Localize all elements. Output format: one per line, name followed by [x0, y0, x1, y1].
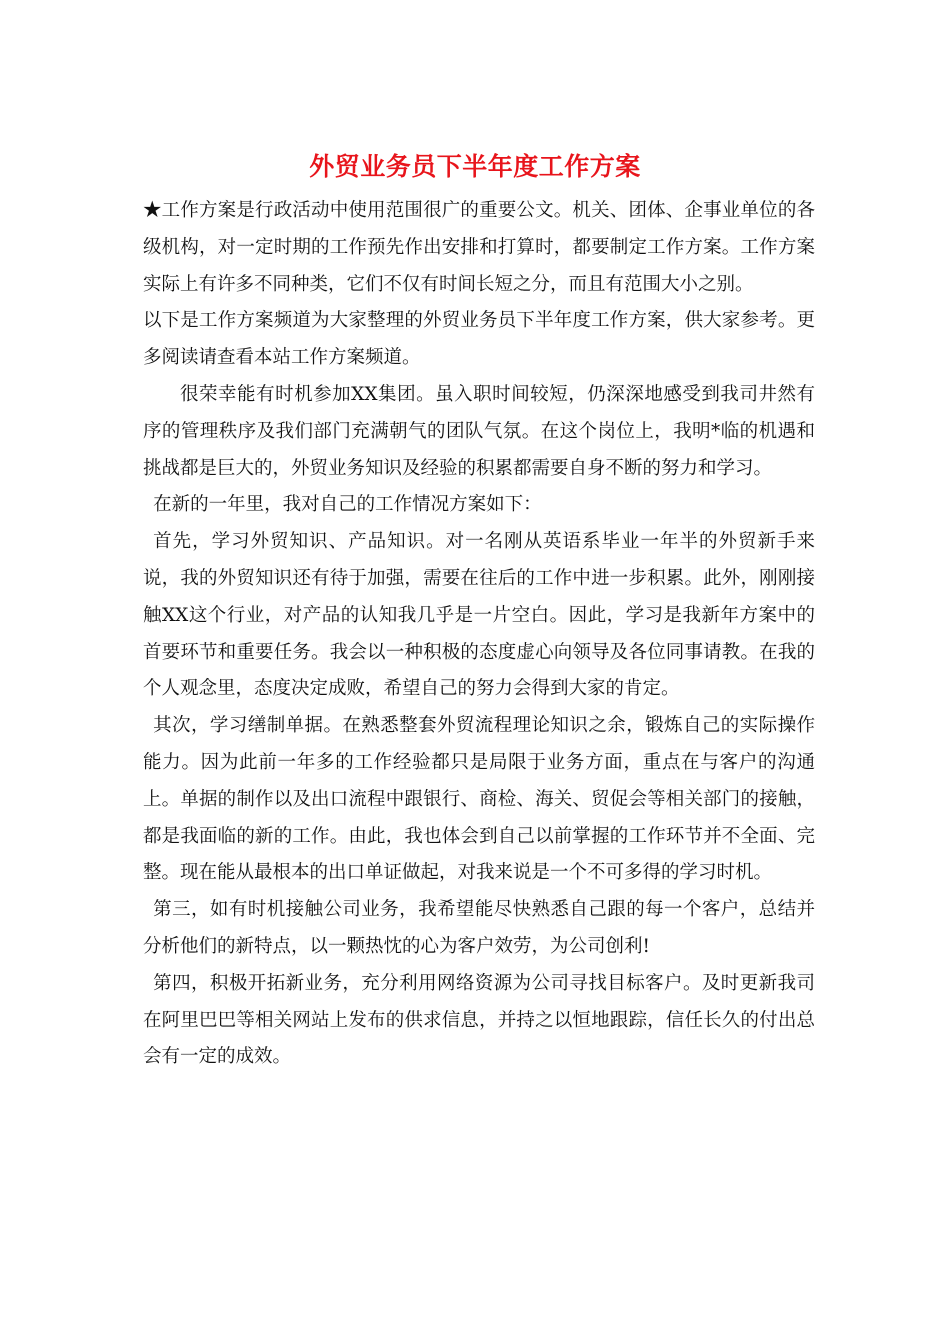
- plan-item-second: 其次，学习缮制单据。在熟悉整套外贸流程理论知识之余，锻炼自己的实际操作能力。因为此前一年多的工作经验都只是局限于业务方面，重点在与客户的沟通上。单据的制作以及出口流程中跟银行、商检、海关、贸促会等相关部门的接触，都是我面临的新的工作。由此，我也体会到自己以前掌握的工作环节并不全面、完整。现在能从最根本的出口单证做起，对我来说是一个不可多得的学习时机。: [143, 715, 815, 884]
- document-body: [143, 193, 815, 1076]
- opening-paragraph: 很荣幸能有时机参加XX集团。虽入职时间较短，仍深深地感受到我司井然有序的管理秩序及我们部门充满朝气的团队气氛。在这个岗位上，我明*临的机遇和挑战都是巨大的，外贸业务知识及经验的积累都需要自身不断的努力和学习。: [143, 383, 815, 479]
- plan-item-first: 首先，学习外贸知识、产品知识。对一名刚从英语系毕业一年半的外贸新手来说，我的外贸知识还有待于加强，需要在往后的工作中进一步积累。此外，刚刚接触XX这个行业，对产品的认知我几乎是一片空白。因此，学习是我新年方案中的首要环节和重要任务。我会以一种积极的态度虚心向领导及各位同事请教。在我的个人观念里，态度决定成败，希望自己的努力会得到大家的肯定。: [143, 531, 815, 700]
- plan-item-third: 第三，如有时机接触公司业务，我希望能尽快熟悉自己跟的每一个客户，总结并分析他们的新特点，以一颗热忱的心为客户效劳，为公司创利!: [143, 899, 815, 957]
- plan-lead-paragraph: 在新的一年里，我对自己的工作情况方案如下：: [153, 494, 542, 516]
- document-title: 外贸业务员下半年度工作方案: [309, 152, 641, 181]
- intro-paragraph: ★工作方案是行政活动中使用范围很广的重要公文。机关、团体、企事业单位的各级机构，对一定时期的工作预先作出安排和打算时，都要制定工作方案。工作方案实际上有许多不同种类，它们不仅有时间长短之分，而且有范围大小之别。: [143, 200, 815, 295]
- reference-paragraph: 以下是工作方案频道为大家整理的外贸业务员下半年度工作方案，供大家参考。更多阅读请查看本站工作方案频道。: [143, 310, 815, 369]
- plan-item-fourth: 第四，积极开拓新业务，充分利用网络资源为公司寻找目标客户。及时更新我司在阿里巴巴等相关网站上发布的供求信息，并持之以恒地跟踪，信任长久的付出总会有一定的成效。: [143, 972, 815, 1068]
